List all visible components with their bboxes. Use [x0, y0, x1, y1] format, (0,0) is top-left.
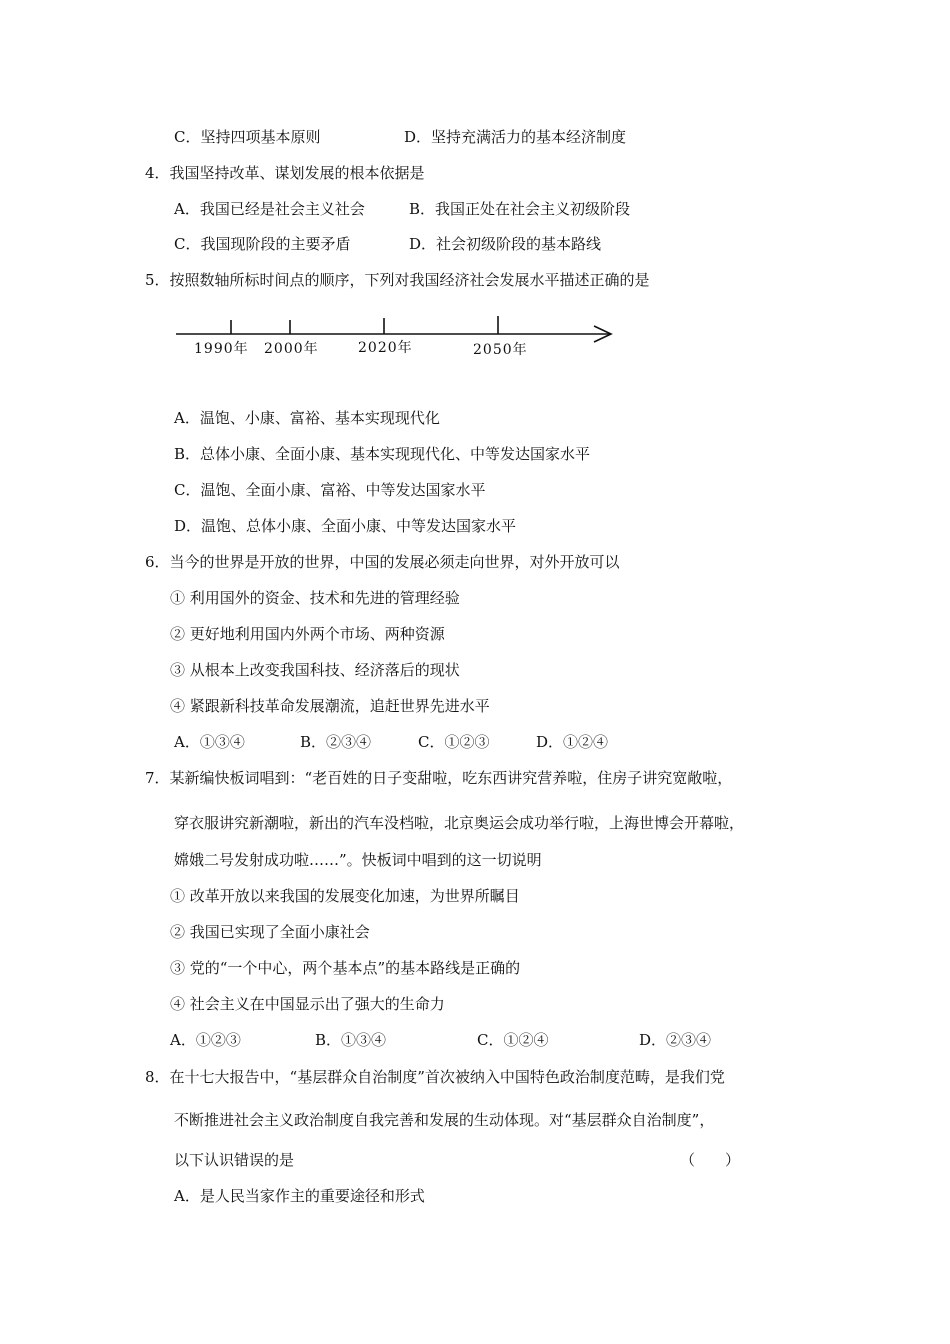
q8-stem-line2: 不断推进社会主义政治制度自我完善和发展的生动体现。对“基层群众自治制度”，	[174, 1111, 715, 1129]
q6-options	[174, 732, 608, 752]
q7-option-a: A．①②③	[170, 1031, 241, 1049]
tick-label-2000: 2000年	[264, 341, 319, 357]
q7-option-c: C．①②④	[477, 1031, 549, 1049]
timeline-axis	[170, 312, 620, 368]
q7-item-3: ③ 党的“一个中心，两个基本点”的基本路线是正确的	[170, 959, 521, 977]
q8-answer-bracket: （ ）	[680, 1151, 741, 1169]
tick-label-1990: 1990年	[194, 341, 249, 357]
q5-option-a: A．温饱、小康、富裕、基本实现现代化	[174, 409, 440, 427]
tick-label-2050: 2050年	[473, 342, 528, 358]
q7-item-2: ② 我国已实现了全面小康社会	[170, 923, 370, 941]
q6-option-d: D．①②④	[536, 733, 609, 751]
q7-stem-line1: 7．某新编快板词唱到：“老百姓的日子变甜啦，吃东西讲究营养啦，住房子讲究宽敞啦，	[145, 769, 733, 787]
q5-option-c: C．温饱、全面小康、富裕、中等发达国家水平	[174, 481, 486, 499]
q7-option-b: B．①③④	[315, 1031, 387, 1049]
q8-option-a: A．是人民当家作主的重要途径和形式	[174, 1187, 425, 1205]
q4-option-d: D．社会初级阶段的基本路线	[409, 235, 602, 253]
q7-option-d: D．②③④	[639, 1031, 712, 1049]
q4-stem: 4．我国坚持改革、谋划发展的根本依据是	[145, 164, 425, 182]
q8-stem-line1: 8．在十七大报告中，“基层群众自治制度”首次被纳入中国特色政治制度范畴，是我们党	[145, 1068, 725, 1086]
q5-stem: 5．按照数轴所标时间点的顺序，下列对我国经济社会发展水平描述正确的是	[145, 271, 650, 289]
q6-option-c: C．①②③	[418, 733, 490, 751]
q5-option-d: D．温饱、总体小康、全面小康、中等发达国家水平	[174, 517, 517, 535]
q6-option-b: B．②③④	[300, 733, 372, 751]
q4-option-a: A．我国已经是社会主义社会	[174, 200, 365, 218]
q7-stem-line2: 穿衣服讲究新潮啦，新出的汽车没档啦，北京奥运会成功举行啦，上海世博会开幕啦，	[174, 814, 745, 832]
q5-option-b: B．总体小康、全面小康、基本实现现代化、中等发达国家水平	[174, 445, 591, 463]
q7-options	[170, 1030, 711, 1050]
q7-stem-line3: 嫦娥二号发射成功啦……”。快板词中唱到的这一切说明	[174, 851, 542, 869]
q4-option-b: B．我国正处在社会主义初级阶段	[409, 200, 631, 218]
q7-item-1: ① 改革开放以来我国的发展变化加速，为世界所瞩目	[170, 887, 520, 905]
q6-item-4: ④ 紧跟新科技革命发展潮流，追赶世界先进水平	[170, 697, 490, 715]
q6-item-2: ② 更好地利用国内外两个市场、两种资源	[170, 625, 445, 643]
q3-options-cd	[174, 127, 626, 147]
q4-options-ab	[174, 199, 630, 219]
q8-stem-line3: 以下认识错误的是	[174, 1151, 295, 1169]
q6-item-1: ① 利用国外的资金、技术和先进的管理经验	[170, 589, 460, 607]
q3-option-d: D．坚持充满活力的基本经济制度	[404, 128, 627, 146]
q7-item-4: ④ 社会主义在中国显示出了强大的生命力	[170, 995, 445, 1013]
q4-option-c: C．我国现阶段的主要矛盾	[174, 235, 351, 253]
q6-item-3: ③ 从根本上改变我国科技、经济落后的现状	[170, 661, 460, 679]
q4-options-cd	[174, 234, 601, 254]
q6-stem: 6．当今的世界是开放的世界，中国的发展必须走向世界，对外开放可以	[145, 553, 620, 571]
tick-label-2020: 2020年	[358, 340, 413, 356]
q3-option-c: C．坚持四项基本原则	[174, 128, 321, 146]
q6-option-a: A．①③④	[174, 733, 245, 751]
